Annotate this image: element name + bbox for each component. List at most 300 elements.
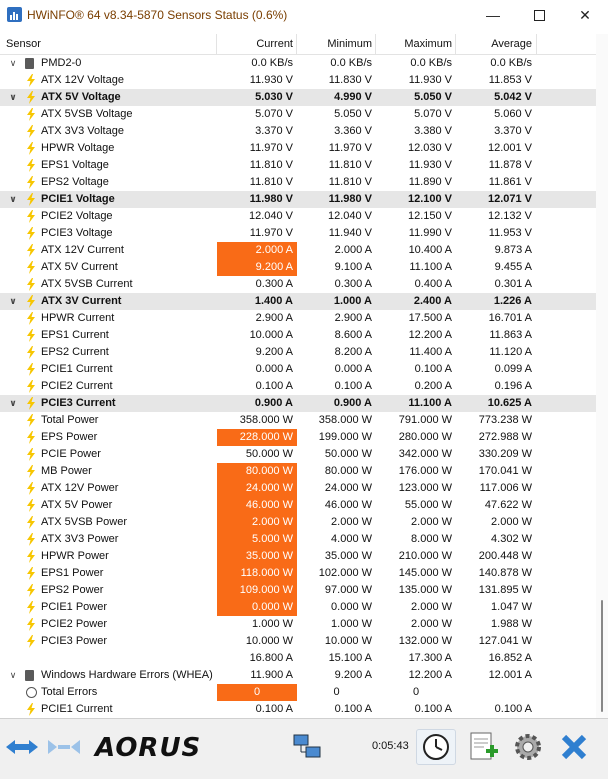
minimum-value: 2.000 A [334,244,372,256]
lightning-bolt-icon [26,703,36,716]
exit-button[interactable] [554,729,594,765]
lightning-bolt-icon [26,244,36,257]
minimum-value: 358.000 W [318,414,372,426]
maximum-value: 0 [412,686,420,698]
lightning-bolt-icon [26,125,36,138]
sensor-row[interactable] [0,208,596,225]
current-value: 0.100 A [255,380,293,392]
current-value: 0.000 A [255,363,293,375]
lightning-bolt-icon [26,142,36,155]
maximize-icon [534,10,545,21]
sensor-label: ATX 3V Current [41,295,122,307]
current-value: 0.0 KB/s [251,57,293,69]
current-value: 0.900 A [254,397,293,409]
average-value: 11.863 A [489,329,532,341]
sensor-row[interactable] [0,650,596,667]
current-value: 16.800 A [249,652,293,664]
elapsed-timer: 0:05:43 [372,740,409,752]
sensor-label: PCIE3 Voltage [41,227,113,239]
toolbar [0,718,608,779]
lightning-bolt-icon [26,482,36,495]
sensor-row[interactable] [0,633,596,650]
average-value: 5.060 V [494,108,532,120]
chevron-down-icon[interactable]: ∨ [9,398,17,408]
maximum-value: 132.000 W [398,635,452,647]
minimize-button[interactable] [470,0,516,30]
minimize-icon: — [486,7,500,23]
sensor-label: HPWR Power [41,550,109,562]
current-value: 0.000 W [217,599,297,616]
lightning-bolt-icon [26,278,36,291]
minimum-value: 15.100 A [328,652,372,664]
sensor-label: EPS1 Current [41,329,109,341]
lightning-bolt-icon [26,91,36,104]
minimum-value: 4.000 W [331,533,372,545]
maximum-value: 12.150 V [407,210,452,222]
current-value: 50.000 W [245,448,293,460]
sensor-label: PCIE1 Voltage [41,193,115,205]
lightning-bolt-icon [26,397,36,410]
lightning-bolt-icon [26,550,36,563]
sensor-row[interactable] [0,123,596,140]
sensor-row[interactable] [0,378,596,395]
sensor-label: Total Power [41,414,99,426]
sensor-label: ATX 12V Current [41,244,124,256]
sensor-label: PCIE3 Power [41,635,108,647]
sensor-row[interactable] [0,565,596,582]
sensor-list[interactable] [0,55,596,718]
sensor-label: ATX 3V3 Voltage [41,125,124,137]
sensor-row[interactable] [0,514,596,531]
title-bar [0,0,608,30]
brand-text: AORUS [95,733,202,763]
average-value: 11.853 V [488,74,532,86]
lightning-bolt-icon [26,499,36,512]
average-value: 0.100 A [494,703,532,715]
maximum-value: 55.000 W [404,499,452,511]
minimum-value: 9.100 A [334,261,372,273]
sensor-row[interactable] [0,582,596,599]
average-value: 11.861 V [488,176,532,188]
minimum-value: 35.000 W [324,550,372,562]
sensor-label: PCIE2 Voltage [41,210,113,222]
average-value [456,684,536,701]
maximum-value: 11.890 V [408,176,452,188]
chip-icon [25,58,34,69]
average-value: 1.226 A [493,295,532,307]
expand-arrows-icon [2,729,42,765]
average-value: 12.001 A [488,669,532,681]
lightning-bolt-icon [26,533,36,546]
average-value: 170.041 W [478,465,532,477]
minimum-value: 11.810 V [328,176,372,188]
average-value: 0.0 KB/s [490,57,532,69]
current-value: 5.070 V [255,108,293,120]
maximum-value: 5.050 V [414,91,452,103]
current-value: 2.900 A [255,312,293,324]
lightning-bolt-icon [26,346,36,359]
maximum-value: 12.200 A [408,669,452,681]
average-value: 127.041 W [478,635,532,647]
maximum-value: 17.300 A [408,652,452,664]
sensor-row[interactable] [0,446,596,463]
sensor-label: PCIE1 Power [41,601,108,613]
maximum-value: 0.400 A [414,278,452,290]
average-value: 200.448 W [478,550,532,562]
average-value: 0.301 A [494,278,532,290]
sensor-row[interactable] [0,242,596,259]
maximum-value: 135.000 W [398,584,452,596]
average-value: 12.001 V [487,142,532,154]
minimum-value: 0.100 A [334,703,372,715]
current-value: 1.000 W [252,618,293,630]
minimum-value: 4.990 V [334,91,372,103]
average-value: 131.895 W [478,584,532,596]
current-value: 118.000 W [217,565,297,582]
minimum-value: 0.100 A [334,380,372,392]
sensor-label: PMD2-0 [41,57,82,69]
current-value: 228.000 W [217,429,297,446]
current-value: 46.000 W [217,497,297,514]
average-value: 2.000 W [491,516,532,528]
current-value: 11.970 V [249,142,293,154]
average-value: 11.878 V [488,159,532,171]
sensor-row[interactable] [0,361,596,378]
chevron-down-icon[interactable]: ∨ [9,296,17,306]
lightning-bolt-icon [26,329,36,342]
current-value: 10.000 W [245,635,293,647]
lightning-bolt-icon [26,380,36,393]
settings-button[interactable] [508,729,548,765]
lightning-bolt-icon [26,465,36,478]
lightning-bolt-icon [26,295,36,308]
sensor-row[interactable] [0,225,596,242]
maximum-value: 10.400 A [408,244,452,256]
average-value: 11.120 A [489,346,532,358]
close-icon: ✕ [579,6,591,23]
lightning-bolt-icon [26,261,36,274]
clock-icon [26,687,37,698]
current-value: 0.100 A [255,703,293,715]
maximum-value: 2.000 W [411,618,452,630]
average-value: 11.953 V [488,227,532,239]
maximum-value: 5.070 V [414,108,452,120]
sensor-label: PCIE1 Current [41,703,113,715]
collapse-button[interactable] [44,729,84,765]
sensor-row[interactable] [0,480,596,497]
current-value: 9.200 A [255,346,293,358]
average-value: 0.099 A [494,363,532,375]
current-value: 10.000 A [249,329,293,341]
maximum-value: 12.100 V [407,193,452,205]
maximum-value: 0.200 A [414,380,452,392]
average-value: 9.455 A [494,261,532,273]
sensor-label: Windows Hardware Errors (WHEA) [41,669,213,681]
maximum-value: 3.380 V [414,125,452,137]
maximize-button[interactable] [516,0,562,30]
minimum-value: 11.970 V [328,142,372,154]
average-value: 140.878 W [478,567,532,579]
minimum-value: 97.000 W [324,584,372,596]
column-sensor[interactable]: Sensor [6,38,41,50]
current-value: 0.300 A [255,278,293,290]
sensor-label: HPWR Voltage [41,142,115,154]
scrollbar-thumb[interactable] [601,600,603,712]
lightning-bolt-icon [26,108,36,121]
sensor-label: ATX 5VSB Current [41,278,133,290]
average-value: 9.873 A [494,244,532,256]
sensor-row[interactable] [0,327,596,344]
current-value: 0 [217,684,297,701]
maximum-value: 8.000 W [411,533,452,545]
maximum-value: 0.100 A [414,703,452,715]
sensor-row[interactable] [0,344,596,361]
collapse-arrows-icon [44,729,84,765]
maximum-value: 11.930 V [408,159,452,171]
sensor-label: EPS2 Current [41,346,109,358]
minimum-value: 10.000 W [324,635,372,647]
column-average[interactable]: Average [491,38,532,50]
sensor-row[interactable] [0,72,596,89]
lightning-bolt-icon [26,74,36,87]
current-value: 11.930 V [249,74,293,86]
average-value: 0.196 A [494,380,532,392]
sensor-label: EPS2 Voltage [41,176,109,188]
add-report-icon [462,729,502,765]
chevron-down-icon[interactable]: ∨ [9,92,17,102]
sensor-label: EPS1 Voltage [41,159,109,171]
sensor-label: MB Power [41,465,92,477]
minimum-value: 0.0 KB/s [330,57,372,69]
clock-icon [417,730,455,764]
column-header [0,34,596,55]
maximum-value: 210.000 W [398,550,452,562]
column-current[interactable]: Current [256,38,293,50]
maximum-value: 0.0 KB/s [410,57,452,69]
maximum-value: 11.990 V [408,227,452,239]
minimum-value: 5.050 V [334,108,372,120]
hwinfo-app-icon [7,7,22,22]
lightning-bolt-icon [26,176,36,189]
close-button[interactable] [562,0,608,30]
average-value: 272.988 W [478,431,532,443]
network-icon [288,729,328,765]
sensor-row[interactable] [0,259,596,276]
sensor-row[interactable] [0,276,596,293]
maximum-value: 11.930 V [408,74,452,86]
current-value: 24.000 W [217,480,297,497]
current-value: 11.810 V [249,176,293,188]
maximum-value: 11.100 A [408,397,452,409]
sensor-row[interactable] [0,55,596,72]
sensor-row[interactable] [0,616,596,633]
current-value: 11.810 V [249,159,293,171]
average-value: 1.988 W [491,618,532,630]
expand-button[interactable] [2,729,42,765]
minimum-value: 199.000 W [318,431,372,443]
sensor-label: Total Errors [41,686,98,698]
sensor-row[interactable] [0,463,596,480]
minimum-value: 2.000 W [331,516,372,528]
lightning-bolt-icon [26,227,36,240]
average-value: 773.238 W [478,414,532,426]
current-value: 2.000 W [217,514,297,531]
sensor-label: ATX 5V Voltage [41,91,121,103]
average-value: 4.302 W [491,533,532,545]
average-value: 1.047 W [491,601,532,613]
current-value: 1.400 A [254,295,293,307]
maximum-value: 123.000 W [398,482,452,494]
maximum-value: 12.030 V [407,142,452,154]
minimum-value: 46.000 W [324,499,372,511]
average-value: 12.132 V [487,210,532,222]
sensor-row[interactable] [0,531,596,548]
sensor-label: ATX 5VSB Voltage [41,108,133,120]
sensor-label: ATX 5V Current [41,261,118,273]
sensor-label: ATX 12V Power [41,482,119,494]
sensor-row[interactable] [0,497,596,514]
sensor-label: PCIE Power [41,448,101,460]
network-button[interactable] [288,729,328,765]
minimum-value: 2.900 A [334,312,372,324]
maximum-value: 145.000 W [398,567,452,579]
current-value: 5.000 W [217,531,297,548]
minimum-value: 12.040 V [327,210,372,222]
lightning-bolt-icon [26,193,36,206]
maximum-value: 176.000 W [398,465,452,477]
lightning-bolt-icon [26,312,36,325]
sensor-row[interactable] [0,395,596,412]
sensor-label: HPWR Current [41,312,115,324]
sensor-row[interactable] [0,599,596,616]
settings-gear-icon [508,729,548,765]
current-value: 12.040 V [248,210,293,222]
maximum-value: 0.100 A [414,363,452,375]
chevron-down-icon[interactable]: ∨ [9,670,17,680]
current-value: 2.000 A [217,242,297,259]
maximum-value: 12.200 A [408,329,452,341]
sensor-label: ATX 5VSB Power [41,516,127,528]
maximum-value: 342.000 W [398,448,452,460]
minimum-value: 1.000 A [333,295,372,307]
lightning-bolt-icon [26,448,36,461]
sensor-label: PCIE2 Current [41,380,113,392]
chevron-down-icon[interactable]: ∨ [9,58,17,68]
lightning-bolt-icon [26,584,36,597]
maximum-value: 2.000 W [411,601,452,613]
sensor-label: EPS1 Power [41,567,104,579]
minimum-value: 1.000 W [331,618,372,630]
current-value: 11.900 A [250,669,293,681]
average-value: 3.370 V [494,125,532,137]
minimum-value: 102.000 W [318,567,372,579]
maximum-value: 2.000 W [411,516,452,528]
maximum-value: 11.100 A [409,261,452,273]
lightning-bolt-icon [26,159,36,172]
average-value: 117.006 W [479,482,532,494]
lightning-bolt-icon [26,431,36,444]
average-value: 47.622 W [484,499,532,511]
sensor-label: EPS Power [41,431,98,443]
average-value: 16.701 A [488,312,532,324]
sensor-row[interactable] [0,191,596,208]
minimum-value: 0.000 W [331,601,372,613]
minimum-value: 50.000 W [324,448,372,460]
sensor-row[interactable] [0,701,596,718]
sensor-label: ATX 3V3 Power [41,533,119,545]
sensor-row[interactable] [0,174,596,191]
minimum-value: 11.830 V [328,74,372,86]
minimum-value: 3.360 V [334,125,372,137]
current-value: 11.970 V [249,227,293,239]
current-value: 5.030 V [255,91,293,103]
column-maximum[interactable]: Maximum [404,38,452,50]
chip-icon [25,670,34,681]
maximum-value: 2.400 A [413,295,452,307]
current-value: 35.000 W [217,548,297,565]
average-value: 5.042 V [494,91,532,103]
sensor-label: PCIE3 Current [41,397,116,409]
clock-button[interactable] [416,729,456,765]
chevron-down-icon[interactable]: ∨ [9,194,17,204]
lightning-bolt-icon [26,516,36,529]
sensor-row[interactable] [0,667,596,684]
maximum-value: 791.000 W [398,414,452,426]
add-report-button[interactable] [462,729,502,765]
maximum-value: 17.500 A [408,312,452,324]
sensor-row[interactable] [0,548,596,565]
close-x-icon [554,729,594,765]
column-minimum[interactable]: Minimum [327,38,372,50]
lightning-bolt-icon [26,601,36,614]
sensor-row[interactable] [0,140,596,157]
average-value: 16.852 A [488,652,532,664]
sensor-row[interactable] [0,89,596,106]
average-value: 330.209 W [478,448,532,460]
maximum-value: 280.000 W [398,431,452,443]
current-value: 358.000 W [239,414,293,426]
lightning-bolt-icon [26,618,36,631]
sensor-label: ATX 12V Voltage [41,74,124,86]
lightning-bolt-icon [26,567,36,580]
sensor-row[interactable] [0,293,596,310]
maximum-value: 11.400 A [409,346,452,358]
minimum-value: 80.000 W [324,465,372,477]
sensor-row[interactable] [0,106,596,123]
minimum-value: 11.980 V [328,193,372,205]
average-value: 10.625 A [487,397,532,409]
minimum-value: 8.600 A [334,329,372,341]
sensor-row[interactable] [0,429,596,446]
sensor-row[interactable] [0,684,596,701]
current-value: 9.200 A [217,259,297,276]
minimum-value: 0.900 A [333,397,372,409]
current-value: 109.000 W [217,582,297,599]
lightning-bolt-icon [26,363,36,376]
minimum-value: 0 [333,686,340,698]
minimum-value: 9.200 A [334,669,372,681]
sensor-row[interactable] [0,310,596,327]
minimum-value: 11.940 V [328,227,372,239]
sensor-label: EPS2 Power [41,584,104,596]
sensor-row[interactable] [0,412,596,429]
lightning-bolt-icon [26,414,36,427]
current-value: 80.000 W [217,463,297,480]
sensor-label: ATX 5V Power [41,499,113,511]
current-value: 3.370 V [255,125,293,137]
minimum-value: 24.000 W [324,482,372,494]
sensor-row[interactable] [0,157,596,174]
